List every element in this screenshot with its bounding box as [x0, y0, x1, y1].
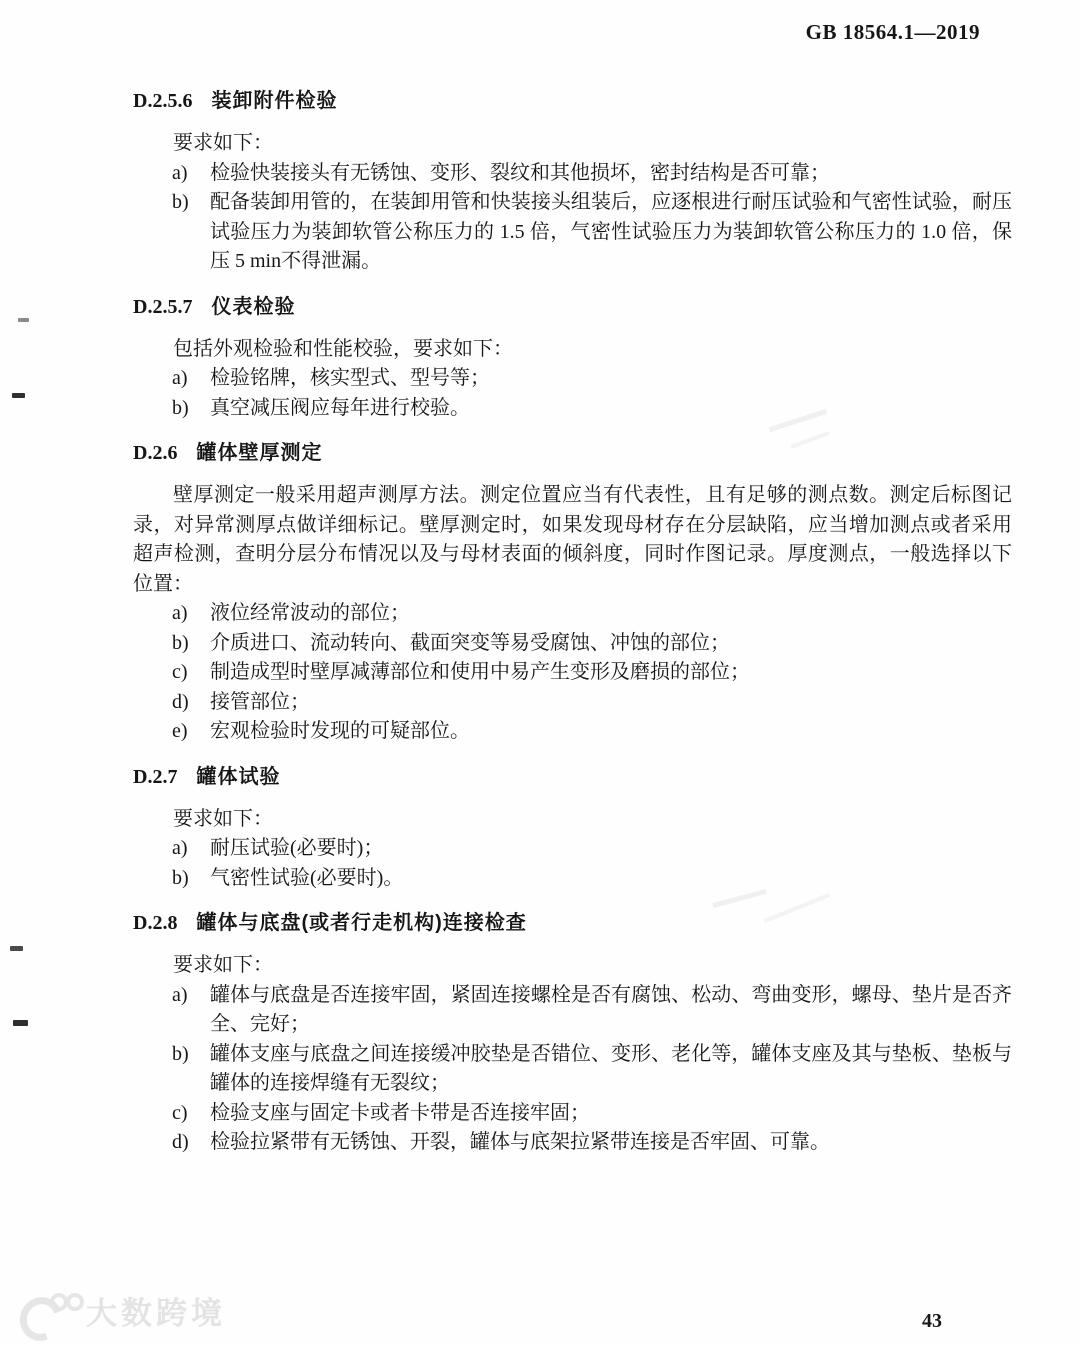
- section-number: D.2.8: [133, 912, 178, 934]
- section-list: [133, 364, 1012, 423]
- list-item: [133, 1099, 1012, 1129]
- section-intro: 要求如下：: [173, 807, 273, 830]
- item-label: c): [172, 661, 188, 683]
- list-item: [133, 717, 1012, 747]
- watermark-text: 大数跨境: [86, 1296, 226, 1331]
- item-text: 气密性试验(必要时)。: [210, 866, 404, 889]
- section-d2-6: [133, 438, 1012, 747]
- section-heading: [133, 762, 1012, 792]
- item-text: 液位经常波动的部位；: [210, 602, 410, 624]
- section-number: D.2.7: [133, 765, 178, 788]
- item-label: d): [172, 690, 189, 713]
- section-d2-7: [133, 762, 1012, 894]
- section-list: [133, 834, 1012, 893]
- section-intro: 壁厚测定一般采用超声测厚方法。测定位置应当有代表性，且有足够的测点数。测定后标图记录，对异常测厚点做详细标记。壁厚测定时，如果发现母材存在分层缺陷，应当增加测点或者采用超声检测，查明分层分布情况以及与母材表面的倾斜度，同时作图记录。厚度测点，一般选择以下位置：: [133, 484, 1012, 595]
- section-heading: [133, 908, 1012, 938]
- section-title: 罐体壁厚测定: [196, 442, 323, 464]
- list-item: [133, 159, 1012, 189]
- item-label: a): [172, 602, 188, 624]
- section-number: D.2.6: [133, 442, 178, 464]
- list-item: [133, 629, 1012, 659]
- item-label: a): [172, 367, 188, 389]
- item-text: 罐体支座与底盘之间连接缓冲胶垫是否错位、变形、老化等，罐体支座及其与垫板、垫板与罐体的连接焊缝有无裂纹；: [210, 1042, 1012, 1094]
- section-heading: [133, 292, 1012, 322]
- item-label: b): [172, 1042, 189, 1065]
- list-item: [133, 599, 1012, 629]
- item-label: e): [172, 720, 188, 742]
- item-text: 宏观检验时发现的可疑部位。: [210, 720, 470, 742]
- section-list: [133, 981, 1012, 1158]
- section-number: D.2.5.7: [133, 295, 193, 318]
- section-title: 仪表检验: [211, 295, 296, 318]
- scan-edge-mark: [12, 393, 25, 398]
- watermark: [18, 1288, 226, 1333]
- list-item: [133, 394, 1012, 424]
- section-heading: [133, 86, 1012, 116]
- item-text: 制造成型时壁厚减薄部位和使用中易产生变形及磨损的部位；: [210, 661, 750, 683]
- scan-edge-mark: [10, 946, 23, 951]
- item-text: 检验拉紧带有无锈蚀、开裂，罐体与底架拉紧带连接是否牢固、可靠。: [210, 1131, 830, 1153]
- item-label: d): [172, 1131, 189, 1153]
- item-label: b): [172, 866, 189, 889]
- item-label: a): [172, 837, 188, 859]
- list-item: [133, 834, 1012, 864]
- item-label: a): [172, 161, 188, 184]
- section-list: [133, 159, 1012, 277]
- section-intro: 要求如下：: [173, 954, 273, 976]
- list-item: [133, 364, 1012, 394]
- page-number: 43: [922, 1310, 942, 1332]
- section-d2-8: [133, 908, 1012, 1158]
- section-title: 罐体与底盘(或者行走机构)连接检查: [196, 912, 527, 934]
- section-intro: 要求如下：: [173, 132, 273, 154]
- list-item: [133, 188, 1012, 277]
- item-label: a): [172, 983, 188, 1006]
- item-text: 接管部位；: [210, 690, 310, 713]
- item-label: c): [172, 1101, 188, 1124]
- list-item: [133, 981, 1012, 1040]
- list-item: [133, 1040, 1012, 1099]
- section-d2-5-7: [133, 292, 1012, 424]
- scan-edge-mark: [13, 1020, 28, 1026]
- item-text: 耐压试验(必要时)；: [210, 837, 384, 859]
- item-label: b): [172, 191, 189, 213]
- section-number: D.2.5.6: [133, 90, 193, 112]
- document-body: [133, 0, 1012, 1158]
- list-item: [133, 688, 1012, 718]
- section-intro: 包括外观检验和性能校验，要求如下：: [173, 337, 513, 360]
- item-text: 配备装卸用管的，在装卸用管和快装接头组装后，应逐根进行耐压试验和气密性试验，耐压试验压力为装卸软管公称压力的 1.5 倍，气密性试验压力为装卸软管公称压力的 1.0 倍，保压 5 min不得泄漏。: [210, 191, 1012, 272]
- watermark-logo-icon: [18, 1289, 76, 1333]
- section-list: [133, 599, 1012, 747]
- item-text: 罐体与底盘是否连接牢固，紧固连接螺栓是否有腐蚀、松动、弯曲变形，螺母、垫片是否齐全、完好；: [210, 983, 1012, 1035]
- item-text: 真空减压阀应每年进行校验。: [210, 396, 470, 419]
- list-item: [133, 658, 1012, 688]
- scan-edge-mark: [18, 318, 29, 322]
- standard-number-header: GB 18564.1—2019: [805, 20, 980, 44]
- item-text: 检验快装接头有无锈蚀、变形、裂纹和其他损坏，密封结构是否可靠；: [210, 161, 830, 184]
- item-text: 检验支座与固定卡或者卡带是否连接牢固；: [210, 1101, 590, 1124]
- item-label: b): [172, 396, 189, 419]
- section-title: 装卸附件检验: [211, 90, 338, 112]
- section-title: 罐体试验: [196, 765, 281, 788]
- list-item: [133, 1128, 1012, 1158]
- item-text: 检验铭牌，核实型式、型号等；: [210, 367, 490, 389]
- section-d2-5-6: [133, 86, 1012, 277]
- section-heading: [133, 438, 1012, 468]
- item-text: 介质进口、流动转向、截面突变等易受腐蚀、冲蚀的部位；: [210, 631, 730, 654]
- list-item: [133, 864, 1012, 894]
- item-label: b): [172, 631, 189, 654]
